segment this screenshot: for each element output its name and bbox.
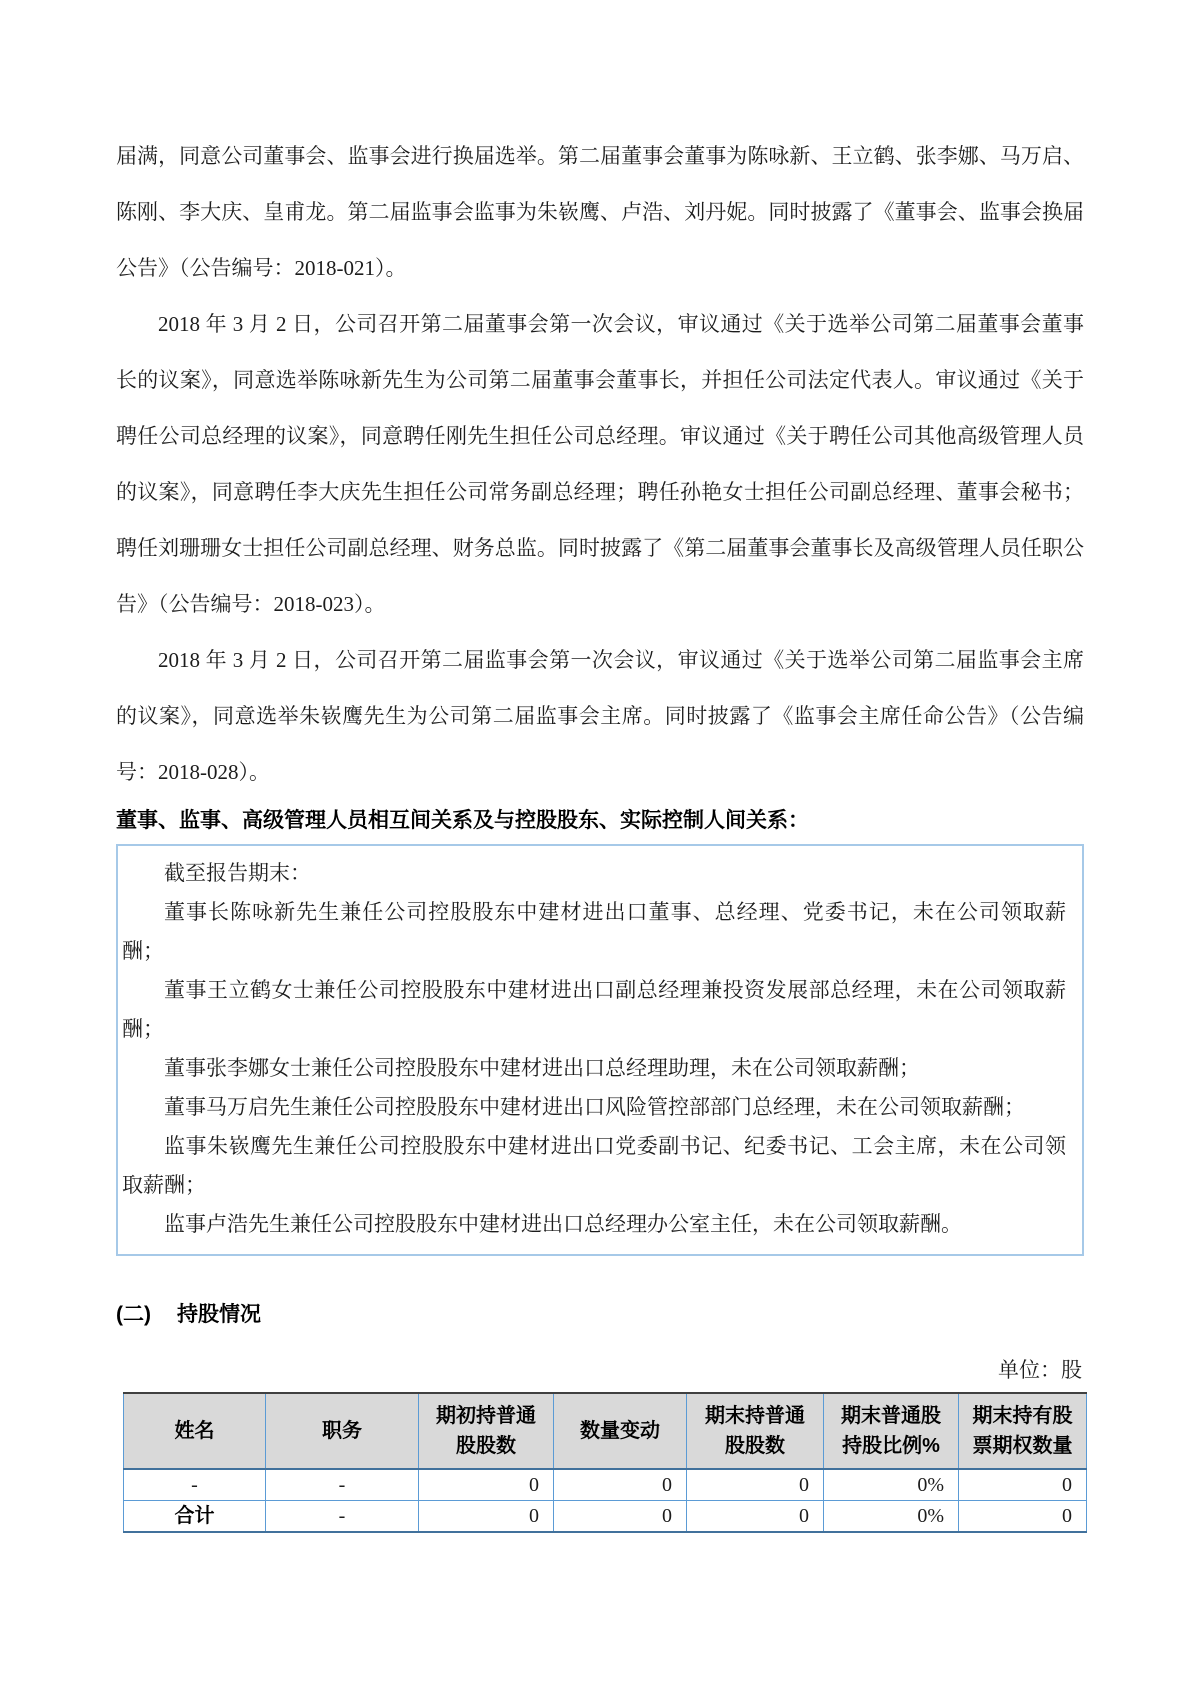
relation-box-line: 董事王立鹤女士兼任公司控股股东中建材进出口副总经理兼投资发展部总经理，未在公司领取薪酬； bbox=[122, 978, 1066, 1041]
relation-box-line: 董事长陈咏新先生兼任公司控股股东中建材进出口董事、总经理、党委书记，未在公司领取薪酬； bbox=[122, 900, 1066, 963]
cell-name: - bbox=[124, 1469, 266, 1501]
header-ratio-end: 期末普通股持股比例% bbox=[824, 1393, 959, 1469]
shareholding-table bbox=[123, 1392, 1087, 1533]
header-shares-end: 期末持普通股股数 bbox=[687, 1393, 824, 1469]
cell-options-end: 0 bbox=[959, 1501, 1087, 1533]
relation-box bbox=[116, 844, 1084, 1256]
section-number: (二) bbox=[116, 1303, 151, 1326]
header-name: 姓名 bbox=[124, 1393, 266, 1469]
body-paragraph: 2018 年 3 月 2 日，公司召开第二届监事会第一次会议，审议通过《关于选举公司第二届监事会主席的议案》，同意选举朱嵚鹰先生为公司第二届监事会主席。同时披露了《监事会主席任命公告》（公告编号：2018-028）。 bbox=[116, 648, 1084, 784]
cell-position: - bbox=[266, 1501, 419, 1533]
cell-ratio-end: 0% bbox=[824, 1469, 959, 1501]
cell-total-label: 合计 bbox=[124, 1501, 266, 1533]
cell-options-end: 0 bbox=[959, 1469, 1087, 1501]
relation-heading: 董事、监事、高级管理人员相互间关系及与控股股东、实际控制人间关系： bbox=[116, 809, 809, 832]
unit-label: 单位：股 bbox=[998, 1358, 1082, 1382]
cell-ratio-end: 0% bbox=[824, 1501, 959, 1533]
header-change: 数量变动 bbox=[554, 1393, 687, 1469]
header-options-end: 期末持有股票期权数量 bbox=[959, 1393, 1087, 1469]
section-title: 持股情况 bbox=[177, 1303, 261, 1326]
relation-box-line: 截至报告期末： bbox=[164, 861, 311, 885]
cell-shares-begin: 0 bbox=[419, 1501, 554, 1533]
cell-change: 0 bbox=[554, 1501, 687, 1533]
section-heading bbox=[116, 1298, 1084, 1328]
relation-box-line: 监事卢浩先生兼任公司控股股东中建材进出口总经理办公室主任，未在公司领取薪酬。 bbox=[164, 1212, 962, 1236]
header-position: 职务 bbox=[266, 1393, 419, 1469]
relation-box-line: 监事朱嵚鹰先生兼任公司控股股东中建材进出口党委副书记、纪委书记、工会主席，未在公司领取薪酬； bbox=[122, 1134, 1066, 1197]
table-row bbox=[124, 1469, 1087, 1501]
relation-box-line: 董事张李娜女士兼任公司控股股东中建材进出口总经理助理，未在公司领取薪酬； bbox=[164, 1056, 920, 1080]
relation-box-line: 董事马万启先生兼任公司控股股东中建材进出口风险管控部部门总经理，未在公司领取薪酬； bbox=[164, 1095, 1025, 1119]
cell-position: - bbox=[266, 1469, 419, 1501]
body-paragraph: 届满，同意公司董事会、监事会进行换届选举。第二届董事会董事为陈咏新、王立鹤、张李娜、马万启、陈刚、李大庆、皇甫龙。第二届监事会监事为朱嵚鹰、卢浩、刘丹妮。同时披露了《董事会、监事会换届公告》（公告编号：2018-021）。 bbox=[116, 144, 1084, 280]
body-paragraph: 2018 年 3 月 2 日，公司召开第二届董事会第一次会议，审议通过《关于选举公司第二届董事会董事长的议案》，同意选举陈咏新先生为公司第二届董事会董事长，并担任公司法定代表人。审议通过《关于聘任公司总经理的议案》，同意聘任刚先生担任公司总经理。审议通过《关于聘任公司其他高级管理人员的议案》，同意聘任李大庆先生担任公司常务副总经理；聘任孙艳女士担任公司副总经理、董事会秘书；聘任刘珊珊女士担任公司副总经理、财务总监。同时披露了《第二届董事会董事长及高级管理人员任职公告》（公告编号：2018-023）。 bbox=[116, 312, 1084, 616]
cell-change: 0 bbox=[554, 1469, 687, 1501]
header-shares-begin: 期初持普通股股数 bbox=[419, 1393, 554, 1469]
cell-shares-end: 0 bbox=[687, 1501, 824, 1533]
table-total-row bbox=[124, 1501, 1087, 1533]
cell-shares-begin: 0 bbox=[419, 1469, 554, 1501]
table-header-row bbox=[124, 1393, 1087, 1469]
cell-shares-end: 0 bbox=[687, 1469, 824, 1501]
